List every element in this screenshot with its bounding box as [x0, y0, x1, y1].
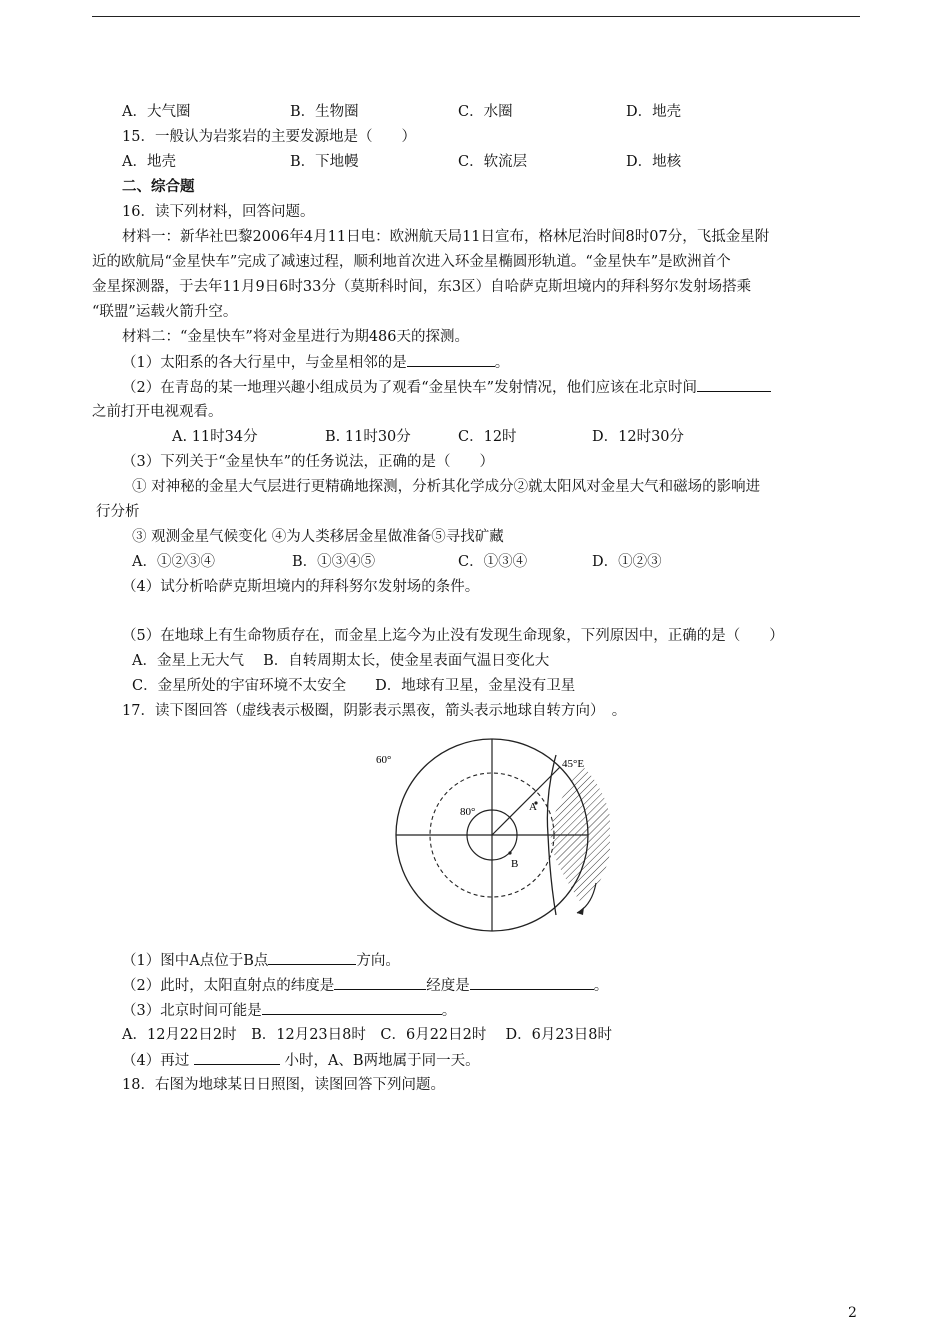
q16-part5-options-line2: C．金星所处的宇宙环境不太安全 D．地球有卫星，金星没有卫星	[132, 678, 576, 694]
q15-option-a: A．地壳	[122, 154, 176, 170]
q18-stem: 18．右图为地球某日日照图，读图回答下列问题。	[122, 1077, 445, 1093]
q16-part3-item-line3: ③ 观测金星气候变化 ④为人类移居金星做准备⑤寻找矿藏	[132, 529, 504, 545]
q16-part2	[122, 377, 771, 397]
q16-part1-blank[interactable]	[407, 352, 495, 367]
label-b: B	[511, 858, 519, 870]
q15-option-b: B．下地幔	[290, 154, 359, 170]
q17-part4	[122, 1050, 480, 1070]
label-45e: 45°E	[562, 758, 585, 770]
q17-part4-text: （4）再过	[122, 1053, 194, 1069]
label-a: A	[529, 801, 537, 813]
page-number: 2	[848, 1305, 857, 1321]
q16-part3-item-line2: 行分析	[96, 504, 140, 520]
q16-part1	[122, 352, 509, 372]
point-b-dot	[508, 851, 511, 854]
q14-option-d: D．地壳	[626, 104, 682, 120]
rotation-arrowhead-icon	[577, 907, 584, 915]
q17-part4-end: 小时，A、B两地属于同一天。	[279, 1053, 480, 1069]
q17-part1-blank[interactable]	[268, 950, 356, 965]
q17-part3-blank[interactable]	[262, 1000, 442, 1015]
q17-part2-text: （2）此时，太阳直射点的纬度是	[122, 978, 335, 994]
q17-stem: 17．读下图回答（虚线表示极圈，阴影表示黑夜，箭头表示地球自转方向） 。	[122, 703, 627, 719]
q15-option-d: D．地核	[626, 154, 682, 170]
q17-part1-end: 方向。	[356, 953, 400, 969]
q16-part5: （5）在地球上有生命物质存在，而金星上迄今为止没有发现生命现象，下列原因中，正确的是（ ）	[122, 628, 784, 644]
q17-part2-text2: 经度是	[426, 978, 470, 994]
q16-material1-line1: 材料一：新华社巴黎2006年4月11日电：欧洲航天局11日宣布，格林尼治时间8时07分，飞抵金星附	[122, 229, 770, 245]
q14-option-c: C．水圈	[458, 104, 513, 120]
q16-part3: （3）下列关于“金星快车”的任务说法，正确的是（ ）	[122, 454, 495, 470]
q16-material1-line3: 金星探测器，于去年11月9日6时33分（莫斯科时间，东3区）自哈萨克斯坦境内的拜科努尔发射场搭乘	[92, 279, 752, 295]
q16-part2-option-b: B. 11时30分	[325, 429, 411, 445]
q17-part1-text: （1）图中A点位于B点	[122, 953, 269, 969]
q16-material1-line2: 近的欧航局“金星快车”完成了减速过程，顺利地首次进入环金星椭圆形轨道。“金星快车”是欧洲首个	[92, 254, 731, 270]
q16-part2-blank[interactable]	[697, 377, 771, 392]
q16-part3-option-c: C．①③④	[458, 554, 528, 570]
q16-part3-option-b: B．①③④⑤	[292, 554, 376, 570]
q14-option-b: B．生物圈	[290, 104, 359, 120]
q17-part2-lat-blank[interactable]	[334, 975, 426, 990]
q17-part3-options: A．12月22日2时 B．12月23日8时 C．6月22日2时 D．6月23日8时	[122, 1027, 613, 1043]
q16-part2-line2: 之前打开电视观看。	[92, 404, 223, 420]
label-60: 60°	[376, 754, 392, 766]
q16-part1-end: 。	[494, 355, 510, 371]
section-title: 二、综合题	[122, 179, 195, 195]
q16-part3-option-d: D．①②③	[592, 554, 662, 570]
polar-daylight-diagram	[370, 735, 610, 935]
q16-part2-option-a: A. 11时34分	[172, 429, 258, 445]
q17-part3-end: 。	[441, 1003, 457, 1019]
q16-part2-option-c: C．12时	[458, 429, 517, 445]
q17-part2-lon-blank[interactable]	[470, 975, 594, 990]
header-rule	[92, 16, 860, 17]
q17-part2	[122, 975, 608, 995]
q16-part3-option-a: A．①②③④	[132, 554, 215, 570]
label-80: 80°	[460, 806, 476, 818]
meridian-45e	[492, 767, 560, 835]
q15-stem: 15．一般认为岩浆岩的主要发源地是（ ）	[122, 129, 416, 145]
q16-material1-line4: “联盟”运载火箭升空。	[92, 304, 238, 320]
q17-part1	[122, 950, 400, 970]
q17-part3	[122, 1000, 456, 1020]
q17-part4-blank[interactable]	[194, 1050, 280, 1065]
q15-option-c: C．软流层	[458, 154, 528, 170]
q17-part3-text: （3）北京时间可能是	[122, 1003, 262, 1019]
q14-option-a: A．大气圈	[122, 104, 191, 120]
q16-part4: （4）试分析哈萨克斯坦境内的拜科努尔发射场的条件。	[122, 579, 480, 595]
q16-part3-item-line1: ① 对神秘的金星大气层进行更精确地探测，分析其化学成分②就太阳风对金星大气和磁场的影响进	[132, 479, 761, 495]
q16-part1-text: （1）太阳系的各大行星中，与金星相邻的是	[122, 355, 407, 371]
q16-material2: 材料二：“金星快车”将对金星进行为期486天的探测。	[122, 329, 469, 345]
q16-part2-option-d: D．12时30分	[592, 429, 685, 445]
q16-stem: 16．读下列材料，回答问题。	[122, 204, 315, 220]
q16-part5-options-line1: A．金星上无大气 B．自转周期太长，使金星表面气温日变化大	[132, 653, 550, 669]
q17-part2-end: 。	[593, 978, 609, 994]
q16-part2-text: （2）在青岛的某一地理兴趣小组成员为了观看“金星快车”发射情况，他们应该在北京时间	[122, 380, 698, 396]
